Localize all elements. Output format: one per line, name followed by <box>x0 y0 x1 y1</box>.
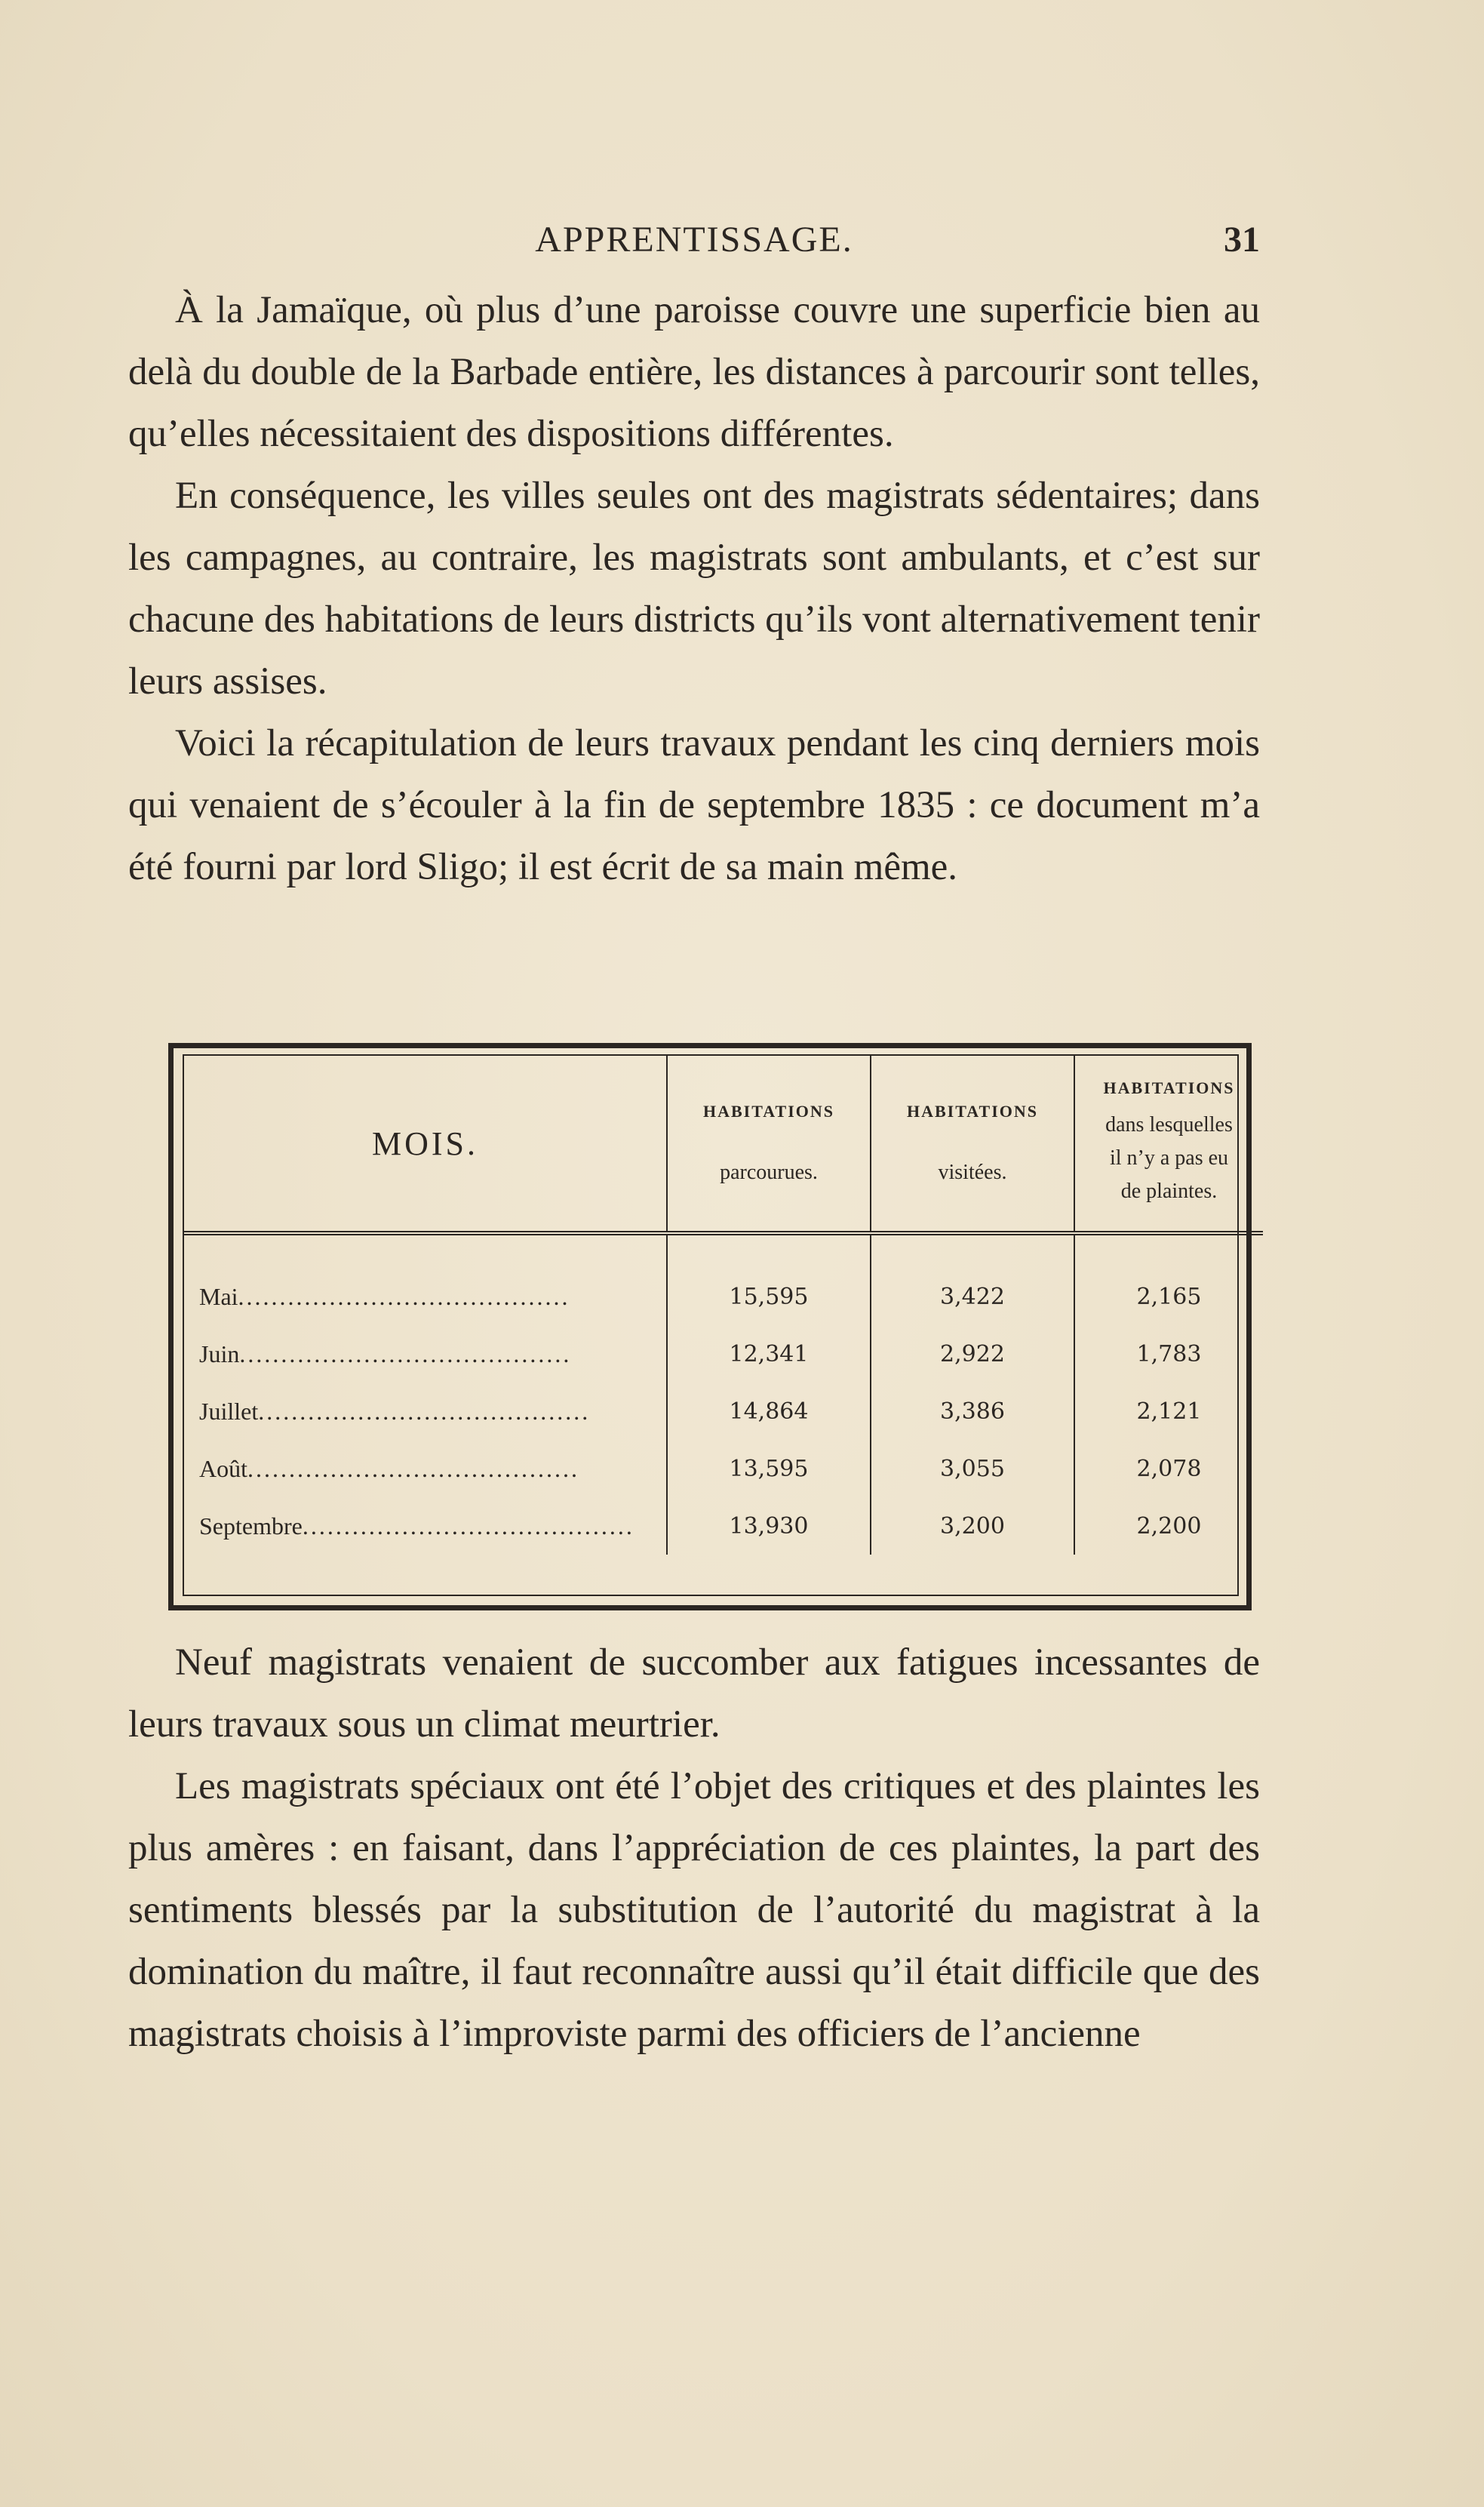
cell-month <box>184 1440 667 1497</box>
cell-visitees: 3,200 <box>871 1497 1074 1555</box>
header-sans-plaintes-sub-1: dans lesquelles <box>1105 1113 1233 1137</box>
paragraph: Neuf magistrats venaient de succomber aux fatigues incessantes de leurs travaux sous un climat meurtrier. <box>128 1641 1260 1746</box>
leader-dots: ........................................ <box>258 1397 591 1425</box>
month-label: Juillet <box>199 1397 259 1425</box>
cell-sans-plaintes: 2,078 <box>1074 1440 1263 1497</box>
table-header-row <box>184 1056 1263 1233</box>
header-parcourues-top: HABITATIONS <box>702 1102 834 1121</box>
cell-month <box>184 1325 667 1383</box>
month-label: Mai <box>199 1282 238 1310</box>
month-label: Juin <box>199 1340 240 1367</box>
statistics-table-inner-frame <box>183 1054 1239 1596</box>
text-block-bottom <box>128 1632 1260 2065</box>
cell-visitees: 3,386 <box>871 1383 1074 1440</box>
cell-sans-plaintes: 2,121 <box>1074 1383 1263 1440</box>
month-label: Septembre <box>199 1512 303 1540</box>
cell-parcourues: 13,595 <box>667 1440 871 1497</box>
page-header <box>128 219 1260 272</box>
paragraph: Voici la récapitulation de leurs travaux pendant les cinq derniers mois qui venaient de s’écouler à la fin de septembre 1835 : ce document m’a été fourni par lord Sligo; il est écrit de sa main même. <box>128 722 1260 888</box>
header-sans-plaintes <box>1074 1056 1263 1233</box>
table-row <box>184 1325 1263 1383</box>
cell-visitees: 3,055 <box>871 1440 1074 1497</box>
header-sans-plaintes-top: HABITATIONS <box>1103 1078 1235 1097</box>
cell-parcourues: 14,864 <box>667 1383 871 1440</box>
paragraph: En conséquence, les villes seules ont des magistrats sédentaires; dans les campagnes, au contraire, les magistrats sont ambulants, et c’est sur chacune des habitations de leurs districts qu’ils vont alternativement tenir leurs assises. <box>128 475 1260 703</box>
text-block-top <box>128 279 1260 898</box>
cell-parcourues: 15,595 <box>667 1233 871 1325</box>
table-row <box>184 1440 1263 1497</box>
cell-sans-plaintes: 2,200 <box>1074 1497 1263 1555</box>
header-sans-plaintes-sub-3: de plaintes. <box>1120 1180 1218 1203</box>
cell-sans-plaintes: 1,783 <box>1074 1325 1263 1383</box>
header-visitees-sub: visitées. <box>938 1161 1007 1184</box>
cell-month <box>184 1497 667 1555</box>
leader-dots: ........................................ <box>247 1454 579 1482</box>
cell-visitees: 2,922 <box>871 1325 1074 1383</box>
table-row <box>184 1383 1263 1440</box>
header-parcourues <box>667 1056 871 1233</box>
running-head: APPRENTISSAGE. <box>535 220 853 260</box>
cell-parcourues: 12,341 <box>667 1325 871 1383</box>
page-number: 31 <box>1224 220 1260 260</box>
month-label: Août <box>199 1454 247 1482</box>
leader-dots: ........................................ <box>239 1340 572 1367</box>
header-mois-label: MOIS. <box>371 1124 479 1162</box>
paragraph: Les magistrats spéciaux ont été l’objet des critiques et des plaintes les plus amères : en faisant, dans l’appréciation de ces plaintes, la part des sentiments blessés par la substitution de l’autorité du magistrat à la domination du maître, il faut reconnaître aussi qu’il était difficile que des magistrats choisis à l’improviste parmi des officiers de l’ancienne <box>128 1765 1260 2055</box>
cell-parcourues: 13,930 <box>667 1497 871 1555</box>
cell-month <box>184 1233 667 1325</box>
leader-dots: ........................................ <box>302 1512 634 1540</box>
paragraph: À la Jamaïque, où plus d’une paroisse couvre une superficie bien au delà du double de la Barbade entière, les distances à parcourir sont telles, qu’elles nécessitaient des dispositions différentes. <box>128 289 1260 455</box>
table-row <box>184 1233 1263 1325</box>
cell-sans-plaintes: 2,165 <box>1074 1233 1263 1325</box>
header-parcourues-sub: parcourues. <box>720 1161 818 1184</box>
cell-month <box>184 1383 667 1440</box>
header-visitees-top: HABITATIONS <box>906 1102 1038 1121</box>
statistics-table <box>184 1056 1263 1555</box>
statistics-table-frame <box>168 1043 1252 1610</box>
table-row <box>184 1497 1263 1555</box>
leader-dots: ........................................ <box>238 1282 570 1310</box>
header-mois <box>184 1056 667 1233</box>
header-sans-plaintes-sub-2: il n’y a pas eu <box>1109 1146 1229 1170</box>
header-visitees <box>871 1056 1074 1233</box>
cell-visitees: 3,422 <box>871 1233 1074 1325</box>
